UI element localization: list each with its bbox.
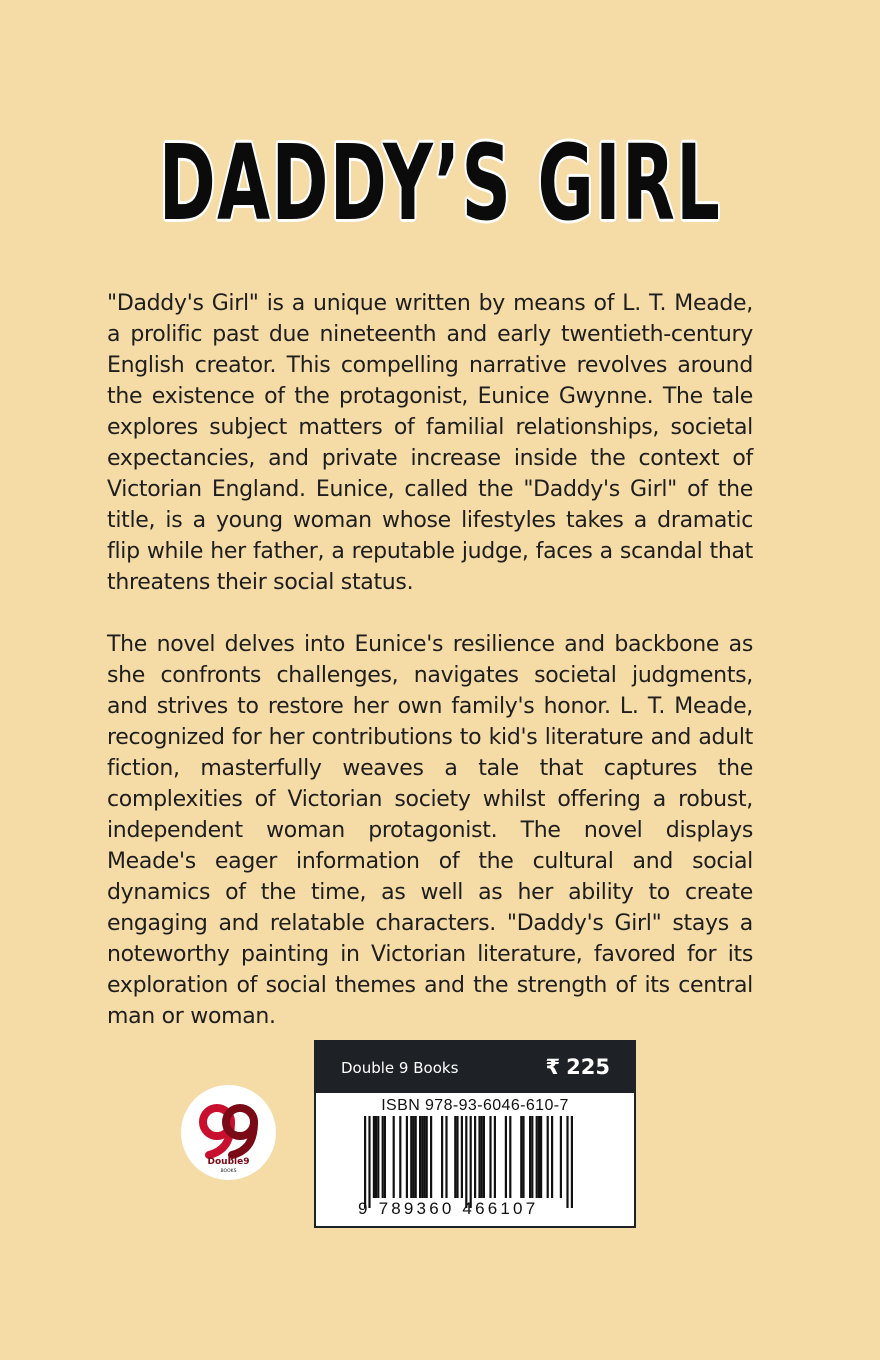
barcode-bar	[430, 1116, 432, 1198]
barcode-bar	[410, 1116, 412, 1198]
barcode-bar	[551, 1116, 553, 1198]
isbn-label: ISBN 978-93-6046-610-7	[381, 1097, 569, 1114]
barcode-bar	[406, 1116, 408, 1198]
blurb-paragraph-2: The novel delves into Eunice's resilience and backbone as she confronts challenges, navigates societal judgments, and strives to restore her own family's honor. L. T. Meade, recognized for her contributions to kid's literature and adult fiction, masterfully weaves a tale that captures the complexities of Victorian society whilst offering a robust, independent woman protagonist. The novel displays Meade's eager information of the cultural and social dynamics of the time, as well as her ability to create engaging and relatable characters. "Daddy's Girl" stays a noteworthy painting in Victorian literature, favored for its exploration of social themes and the strength of its central man or woman.	[107, 632, 753, 1029]
barcode-bar	[423, 1116, 425, 1198]
ean-digits: 9 789360 466107	[358, 1199, 539, 1218]
price-value: 225	[566, 1055, 610, 1079]
barcode-bar	[478, 1116, 480, 1198]
barcode-bar	[538, 1116, 540, 1198]
book-title: DADDY’S GIRL	[158, 122, 722, 244]
barcode-bar	[377, 1116, 379, 1198]
barcode-bar	[494, 1116, 496, 1198]
barcode-bar	[531, 1116, 533, 1198]
barcode-bar	[421, 1116, 423, 1198]
barcode-bar	[373, 1116, 375, 1198]
price	[546, 1053, 610, 1081]
logo-graphic	[181, 1085, 276, 1180]
barcode-bar	[522, 1116, 524, 1198]
barcode-bar	[529, 1116, 531, 1198]
barcode-bar	[505, 1116, 507, 1198]
barcode-bar	[415, 1116, 417, 1198]
barcode-bar	[456, 1116, 458, 1198]
barcode-bar	[375, 1116, 377, 1198]
barcode-bar	[384, 1116, 386, 1198]
double9-books-logo-icon	[181, 1085, 276, 1180]
rupee-icon: ₹	[545, 1055, 561, 1079]
barcode-bar	[382, 1116, 384, 1198]
barcode-bar	[474, 1116, 476, 1198]
barcode-bar	[483, 1116, 485, 1198]
blurb-paragraph-1: "Daddy's Girl" is a unique written by means of L. T. Meade, a prolific past due nineteenth and early twentieth-century English creator. This compelling narrative revolves around the existence of the protagonist, Eunice Gwynne. The tale explores subject matters of familial relationships, societal expectancies, and private increase inside the context of Victorian England. Eunice, called the "Daddy's Girl" of the title, is a young woman whose lifestyles takes a dramatic flip while her father, a reputable judge, faces a scandal that threatens their social status.	[107, 291, 753, 595]
barcode-bar	[399, 1116, 401, 1198]
barcode-bar	[571, 1116, 573, 1208]
barcode-bar	[489, 1116, 491, 1198]
barcode-bar	[540, 1116, 542, 1198]
barcode-bar	[454, 1116, 456, 1198]
barcode-bar	[368, 1116, 370, 1208]
barcode-bar	[412, 1116, 414, 1198]
barcode-bar	[509, 1116, 511, 1198]
barcode-bars	[364, 1116, 580, 1208]
barcode-header	[316, 1042, 634, 1093]
logo-wordmark: Double9	[207, 1157, 250, 1167]
barcode-bar	[547, 1116, 549, 1198]
barcode-bar	[364, 1116, 366, 1208]
publisher-name: Double 9 Books	[341, 1059, 459, 1077]
barcode-bar	[560, 1116, 562, 1198]
barcode-bar	[445, 1116, 447, 1198]
barcode-bar	[419, 1116, 421, 1198]
barcode-bar	[481, 1116, 483, 1198]
barcode-bar	[393, 1116, 395, 1198]
barcode-bar	[426, 1116, 428, 1198]
barcode-bar	[465, 1116, 467, 1208]
barcode-bar	[470, 1116, 472, 1208]
barcode-bar	[536, 1116, 538, 1198]
barcode-bar	[461, 1116, 463, 1198]
barcode-bar	[441, 1116, 443, 1198]
barcode-bar	[566, 1116, 568, 1208]
logo-subword: BOOKS	[220, 1169, 237, 1174]
barcode-box	[314, 1040, 636, 1228]
barcode-bar	[520, 1116, 522, 1198]
